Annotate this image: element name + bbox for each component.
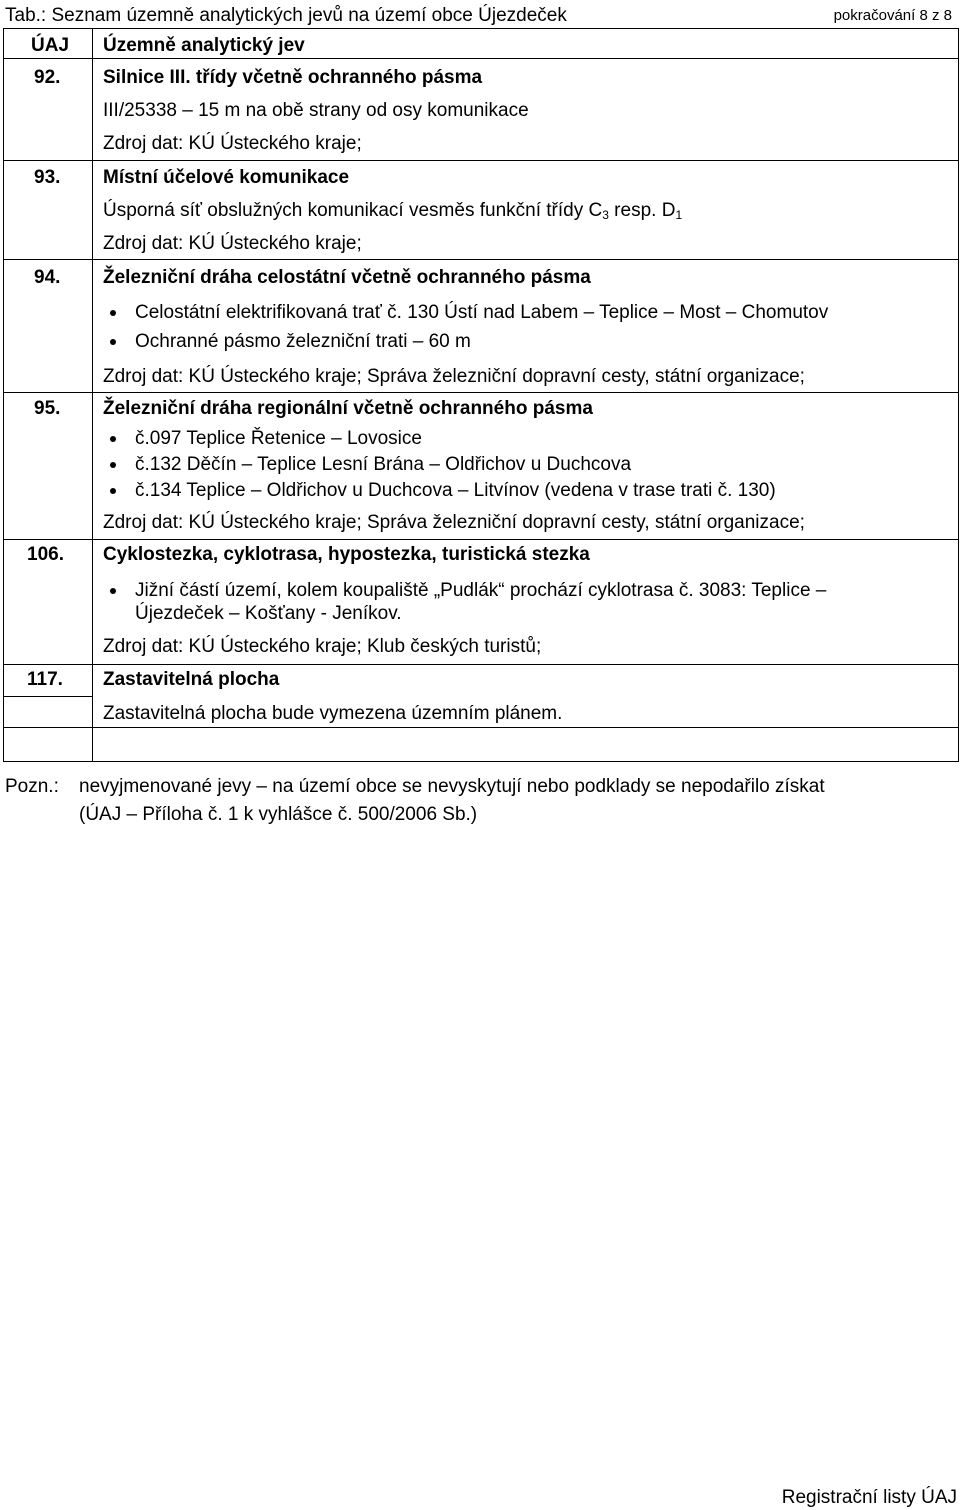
header-rule	[4, 58, 958, 59]
list-item-continuation: Újezdeček – Košťany - Jeníkov.	[135, 603, 402, 624]
note-label: Pozn.:	[5, 776, 59, 797]
row-code-117: 117.	[27, 669, 63, 690]
row-source: Zdroj dat: KÚ Ústeckého kraje; Klub českých turistů;	[103, 636, 542, 657]
row-code-106: 106.	[27, 544, 64, 565]
row-rule	[4, 160, 958, 161]
row-rule	[4, 696, 92, 697]
row-code-93: 93.	[34, 167, 61, 188]
row-code-94: 94.	[34, 267, 61, 288]
table-caption: Tab.: Seznam územně analytických jevů na území obce Újezdeček	[5, 5, 567, 26]
row-source: Zdroj dat: KÚ Ústeckého kraje; Správa železniční dopravní cesty, státní organizace;	[103, 366, 805, 387]
row-source: Zdroj dat: KÚ Ústeckého kraje;	[103, 133, 362, 154]
row-detail: Zastavitelná plocha bude vymezena územním plánem.	[103, 703, 563, 724]
list-item: č.132 Děčín – Teplice Lesní Brána – Oldřichov u Duchcova	[135, 454, 632, 475]
bullet-icon	[110, 462, 116, 468]
column-header-code: ÚAJ	[31, 35, 70, 56]
row-source: Zdroj dat: KÚ Ústeckého kraje; Správa železniční dopravní cesty, státní organizace;	[103, 512, 805, 533]
column-header-name: Územně analytický jev	[103, 35, 305, 56]
row-title-95: Železniční dráha regionální včetně ochranného pásma	[103, 398, 593, 419]
list-item: č.097 Teplice Řetenice – Lovosice	[135, 428, 422, 449]
row-title-117: Zastavitelná plocha	[103, 669, 280, 690]
row-detail: III/25338 – 15 m na obě strany od osy komunikace	[103, 100, 529, 121]
row-source: Zdroj dat: KÚ Ústeckého kraje;	[103, 233, 362, 254]
page-footer: Registrační listy ÚAJ	[781, 1487, 957, 1508]
bullet-icon	[110, 488, 116, 494]
row-rule	[4, 259, 958, 260]
list-item: č.134 Teplice – Oldřichov u Duchcova – Litvínov (vedena v trase trati č. 130)	[135, 480, 776, 501]
note-text: nevyjmenované jevy – na území obce se nevyskytují nebo podklady se nepodařilo získat	[79, 776, 825, 797]
row-title-93: Místní účelové komunikace	[103, 167, 350, 188]
row-code-95: 95.	[34, 398, 61, 419]
page-header	[5, 4, 952, 28]
row-rule	[4, 664, 958, 665]
row-title-106: Cyklostezka, cyklotrasa, hypostezka, turistická stezka	[103, 544, 590, 565]
note-text-2: (ÚAJ – Příloha č. 1 k vyhlášce č. 500/2006 Sb.)	[79, 804, 478, 825]
bullet-icon	[110, 588, 116, 594]
list-item: Ochranné pásmo železniční trati – 60 m	[135, 331, 471, 352]
row-title-92: Silnice III. třídy včetně ochranného pásma	[103, 67, 483, 88]
column-divider	[92, 29, 93, 761]
bullet-icon	[110, 339, 116, 345]
row-title-94: Železniční dráha celostátní včetně ochranného pásma	[103, 267, 591, 288]
row-detail: Úsporná síť obslužných komunikací vesměs funkční třídy $C_3$ resp. $D_1$	[103, 200, 683, 222]
list-item: Celostátní elektrifikovaná trať č. 130 Ústí nad Labem – Teplice – Most – Chomutov	[135, 302, 829, 323]
list-item: Jižní částí území, kolem koupaliště „Pudlák“ prochází cyklotrasa č. 3083: Teplice –	[135, 580, 827, 601]
row-rule	[4, 392, 958, 393]
bullet-icon	[110, 310, 116, 316]
uaj-table	[3, 28, 959, 762]
row-rule	[4, 727, 958, 728]
page-continuation: pokračování 8 z 8	[833, 7, 952, 24]
row-code-92: 92.	[34, 67, 61, 88]
bullet-icon	[110, 436, 116, 442]
row-rule	[4, 539, 958, 540]
